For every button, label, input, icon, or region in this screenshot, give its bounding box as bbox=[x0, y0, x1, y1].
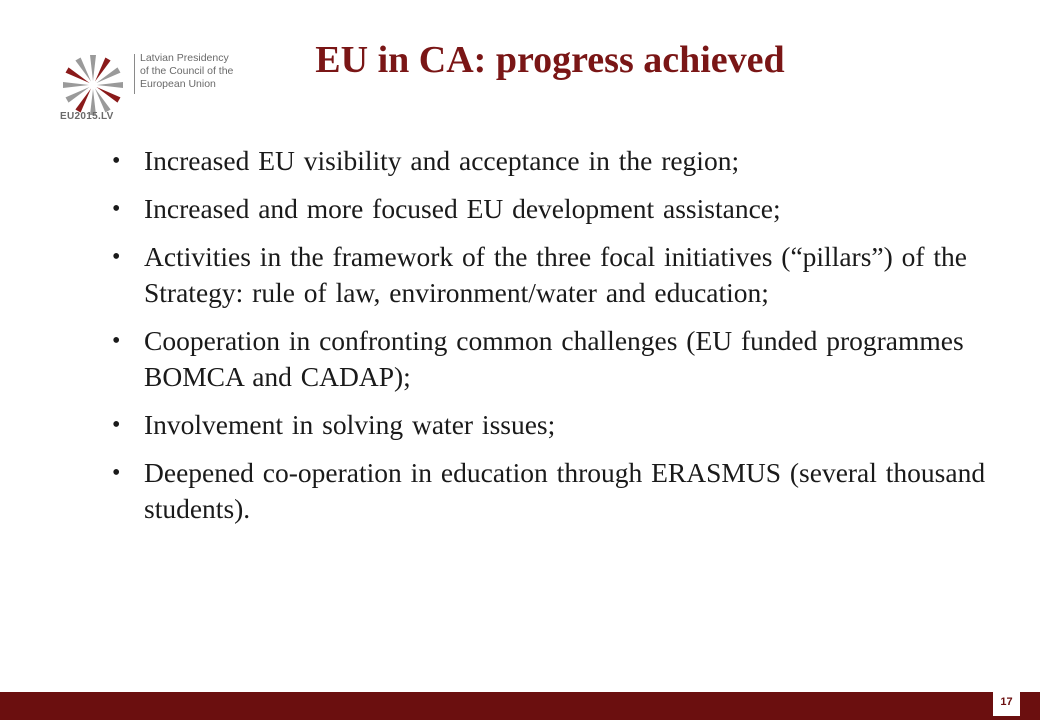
logo-line: European Union bbox=[140, 78, 216, 90]
pinwheel-blade bbox=[97, 82, 123, 88]
logo-line: Latvian Presidency bbox=[140, 52, 229, 64]
bullet-item: • Cooperation in confronting common challenges (EU funded programmes BOMCA and CADAP); bbox=[110, 323, 1010, 395]
page-number: 17 bbox=[993, 692, 1020, 716]
footer-bar bbox=[0, 692, 1040, 720]
pinwheel-blade bbox=[63, 82, 89, 88]
bullet-item: • Increased and more focused EU development assistance; bbox=[110, 191, 1010, 227]
bullet-item: • Involvement in solving water issues; bbox=[110, 407, 1010, 443]
pinwheel-blade bbox=[90, 55, 96, 81]
slide-title: EU in CA: progress achieved bbox=[315, 39, 785, 81]
bullet-item: • Activities in the framework of the three focal initiatives (“pillars”) of the Strategy: rule of law, environment/water and education; bbox=[110, 239, 1010, 311]
presidency-pinwheel-icon bbox=[60, 52, 126, 118]
bullet-list bbox=[110, 143, 1010, 539]
logo-domain: EU2015.LV bbox=[60, 111, 114, 122]
bullet-item: • Increased EU visibility and acceptance in the region; bbox=[110, 143, 1010, 179]
bullet-item: • Deepened co-operation in education through ERASMUS (several thousand students). bbox=[110, 455, 1010, 527]
logo-divider bbox=[134, 54, 135, 94]
logo-line: of the Council of the bbox=[140, 65, 234, 77]
